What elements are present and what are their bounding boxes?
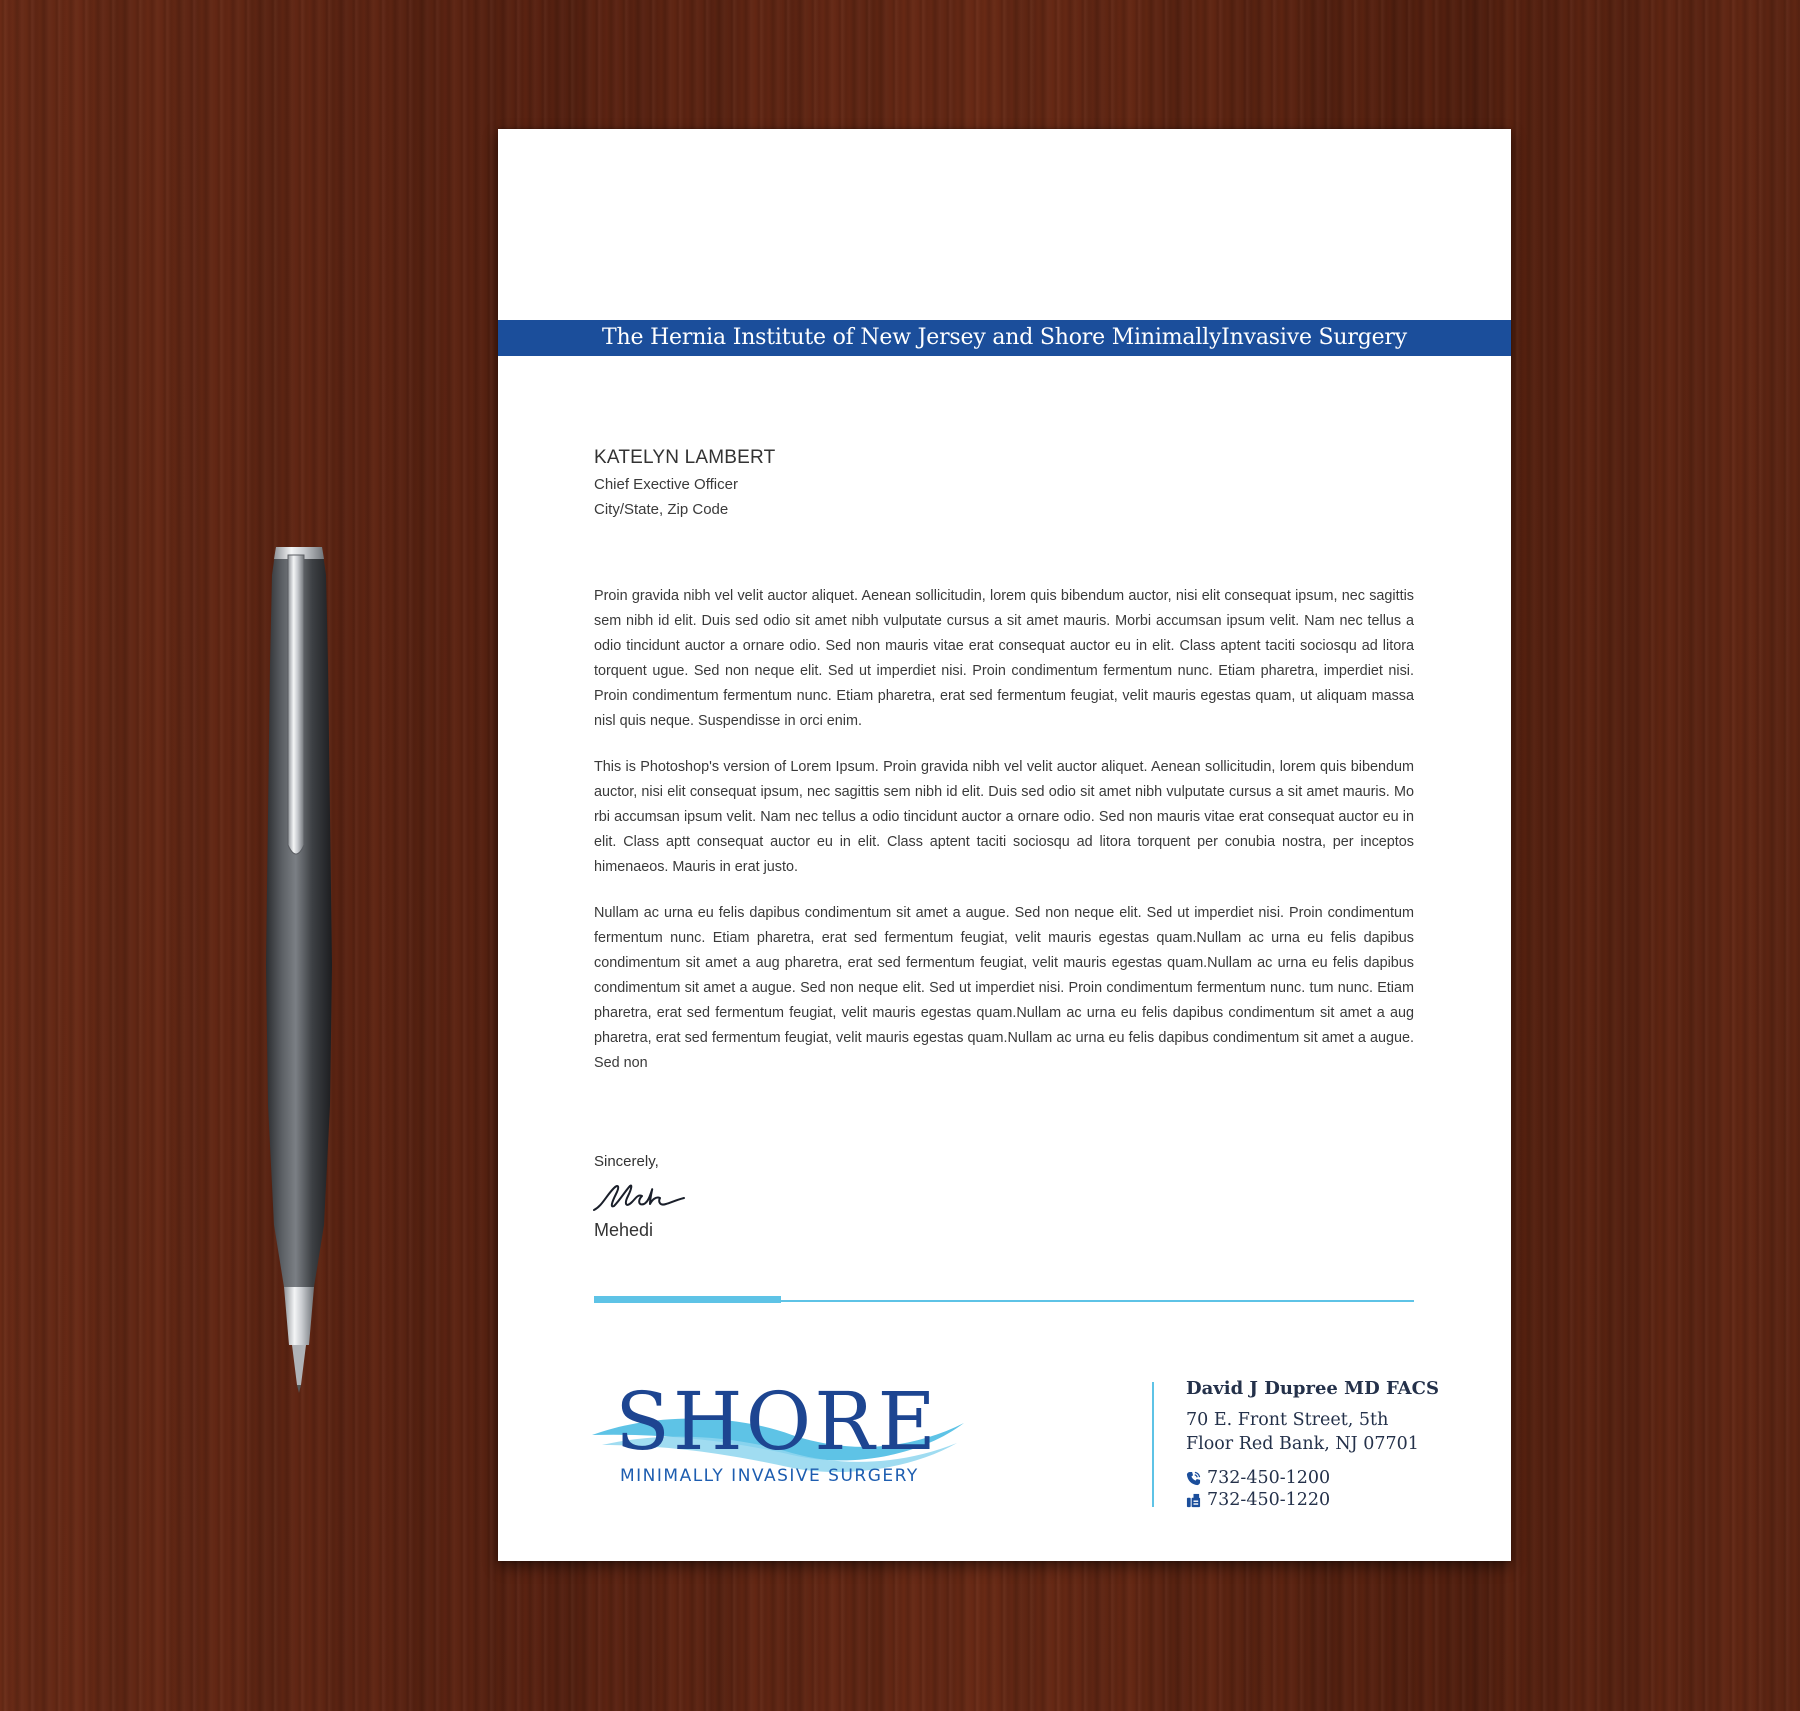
- recipient-title: Chief Exective Officer: [594, 476, 738, 493]
- body-paragraph: Proin gravida nibh vel velit auctor aliquet. Aenean sollicitudin, lorem quis bibendum auctor, nisi elit consequat ipsum, nec sagittis sem nibh id elit. Duis sed odio sit amet nibh vulputate cursus a sit amet mauris. Morbi accumsan ipsum velit. Nam nec tellus a odio tincidunt auctor a ornare odio. Sed non mauris vitae erat consequat auctor eu in elit. Class aptent taciti sociosqu ad litora torquent ugue. Sed non neque elit. Sed ut imperdiet nisi. Proin condimentum fermentum nunc. Etiam pharetra, imperdiet nisi. Proin condimentum fermentum nunc. Etiam pharetra, erat sed fermentum feugiat, velit mauris egestas quam, ut aliquam massa nisl quis neque. Suspendisse in orci enim.: [594, 588, 1414, 729]
- footer-divider-accent: [594, 1296, 781, 1303]
- shore-logo: [592, 1375, 967, 1498]
- letterhead-page: [498, 129, 1511, 1561]
- letter-body: [594, 584, 1414, 1097]
- header-title: The Hernia Institute of New Jersey and Shore MinimallyInvasive Surgery: [602, 325, 1407, 350]
- logo-tagline: MINIMALLY INVASIVE SURGERY: [620, 1466, 919, 1486]
- contact-separator: [1152, 1382, 1154, 1507]
- phone-row: [1186, 1467, 1439, 1489]
- contact-block: [1186, 1378, 1439, 1511]
- phone-number: 732-450-1200: [1207, 1468, 1331, 1488]
- address-line: 70 E. Front Street, 5th: [1186, 1410, 1389, 1430]
- body-paragraph: This is Photoshop's version of Lorem Ipsum. Proin gravida nibh vel velit auctor aliquet. Aenean sollicitudin, lorem quis bibendum auctor, nisi elit consequat ipsum, nec sagittis sem nibh id elit. Duis sed odio sit amet nibh vulputate cursus a sit amet mauris. Mo rbi accumsan ipsum velit. Nam nec tellus a odio tincidunt auctor a ornare odio. Sed non mauris vitae erat consequat auctor eu in elit. Class aptt consequat auctor eu in elit. Class aptent taciti sociosqu ad litora torquent per conubia nostra, per inceptos himenaeos. Mauris in erat justo.: [594, 759, 1414, 875]
- contact-name: David J Dupree MD FACS: [1186, 1378, 1439, 1399]
- recipient-block: [594, 447, 775, 522]
- sign-off-block: [594, 1153, 688, 1241]
- recipient-name: KATELYN LAMBERT: [594, 447, 776, 468]
- address: [1186, 1408, 1439, 1456]
- address-line: Floor Red Bank, NJ 07701: [1186, 1434, 1419, 1454]
- logo-wordmark: SHORE: [615, 1375, 939, 1468]
- phone-icon: [1186, 1471, 1201, 1486]
- recipient-location: City/State, Zip Code: [594, 501, 729, 518]
- header-band: [498, 320, 1511, 356]
- salutation: Sincerely,: [594, 1153, 659, 1170]
- pen-image: [262, 545, 336, 1395]
- handwritten-signature: [592, 1176, 688, 1216]
- body-paragraph: Nullam ac urna eu felis dapibus condimentum sit amet a augue. Sed non neque elit. Sed ut imperdiet nisi. Proin condimentum fermentum nunc. Etiam pharetra, erat sed fermentum feugiat, velit mauris egestas quam.Nullam ac urna eu felis dapibus condimentum sit amet a aug pharetra, erat sed fermentum feugiat, velit mauris egestas quam.Nullam ac urna eu felis dapibus condimentum sit amet a augue. Sed non neque elit. Sed ut imperdiet nisi. Proin condimentum fermentum nunc. tum nunc. Etiam pharetra, erat sed fermentum feugiat, velit mauris egestas quam.Nullam ac urna eu felis dapibus condimentum sit amet a aug pharetra, erat sed fermentum feugiat, velit mauris egestas quam.Nullam ac urna eu felis dapibus condimentum sit amet a augue. Sed non: [594, 905, 1414, 1071]
- fax-icon: [1186, 1493, 1201, 1508]
- signer-name: Mehedi: [594, 1220, 654, 1240]
- fax-row: [1186, 1489, 1439, 1511]
- fax-number: 732-450-1220: [1207, 1490, 1331, 1510]
